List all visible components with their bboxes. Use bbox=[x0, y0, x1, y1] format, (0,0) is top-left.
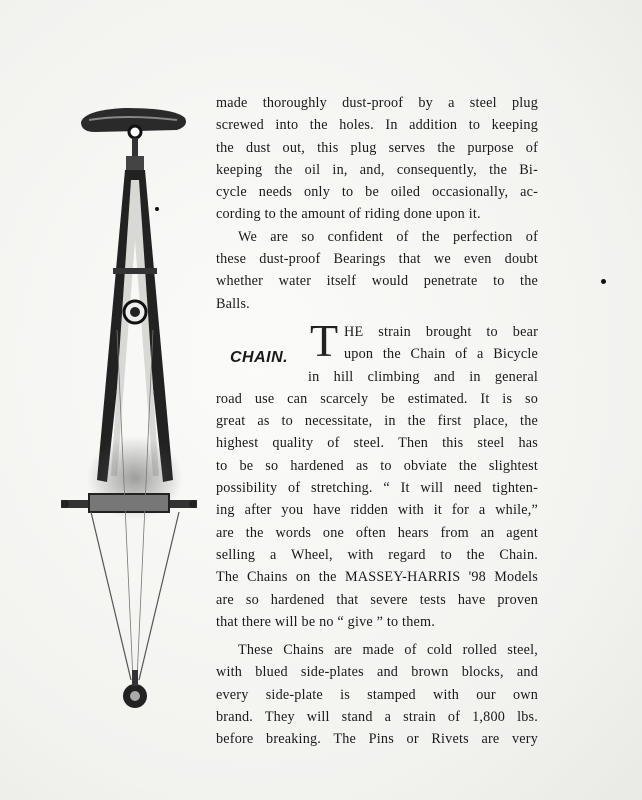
text-line: these dust-proof Bearings that we even doubt bbox=[216, 251, 538, 268]
text-line: great as to necessitate, in the first place, the bbox=[216, 413, 538, 430]
text-line: The Chains on the MASSEY-HARRIS '98 Models bbox=[216, 569, 538, 586]
text-line: These Chains are made of cold rolled steel, bbox=[238, 642, 538, 659]
paragraph-chain-construction bbox=[216, 639, 538, 750]
text-line: possibility of stretching. “ It will need tighten- bbox=[216, 480, 538, 497]
bicycle-frame-illustration bbox=[55, 100, 205, 720]
text-line: every side-plate is stamped with our own bbox=[216, 686, 538, 703]
text-line: highest quality of steel. Then this steel has bbox=[216, 435, 538, 452]
text-line: to be so hardened as to obviate the slightest bbox=[216, 457, 538, 474]
text-line: upon the Chain of a Bicycle bbox=[344, 346, 538, 363]
text-line: Balls. bbox=[216, 295, 250, 312]
text-line: before breaking. The Pins or Rivets are very bbox=[216, 731, 538, 748]
body-text-column bbox=[216, 92, 538, 751]
text-line: with blued side-plates and brown blocks, and bbox=[216, 664, 538, 681]
chain-section bbox=[216, 314, 538, 633]
text-line: cycle needs only to be oiled occasionally, ac- bbox=[216, 184, 538, 201]
text-line: HE strain brought to bear bbox=[344, 323, 538, 340]
text-line: whether water itself would penetrate to the bbox=[216, 273, 538, 290]
text-line: We are so confident of the perfection of bbox=[238, 228, 538, 245]
ink-speck bbox=[601, 279, 606, 284]
chain-heading: CHAIN. bbox=[230, 348, 289, 366]
drop-cap: T bbox=[310, 314, 339, 366]
text-line: are the words one often hears from an agent bbox=[216, 524, 538, 541]
ink-speck bbox=[155, 207, 159, 211]
text-line: are so hardened that severe tests have proven bbox=[216, 591, 538, 608]
text-line: in hill climbing and in general bbox=[308, 368, 538, 385]
paragraph-confidence bbox=[216, 226, 538, 315]
text-line: brand. They will stand a strain of 1,800 lbs. bbox=[216, 709, 538, 726]
text-line: cording to the amount of riding done upon it. bbox=[216, 206, 481, 223]
text-line: ing after you have ridden with it for a while,” bbox=[216, 502, 538, 519]
text-line: that there will be no “ give ” to them. bbox=[216, 613, 435, 630]
text-line: the dust out, this plug serves the purpose of bbox=[216, 139, 538, 156]
text-line: made thoroughly dust-proof by a steel plug bbox=[216, 95, 538, 111]
text-line: keeping the oil in, and, consequently, the Bi- bbox=[216, 161, 538, 178]
paragraph-dust-proof bbox=[216, 92, 538, 226]
text-line: road use can scarcely be estimated. It is so bbox=[216, 390, 538, 407]
text-line: selling a Wheel, with regard to the Chain. bbox=[216, 546, 538, 563]
text-line: screwed into the holes. In addition to keeping bbox=[216, 117, 538, 134]
